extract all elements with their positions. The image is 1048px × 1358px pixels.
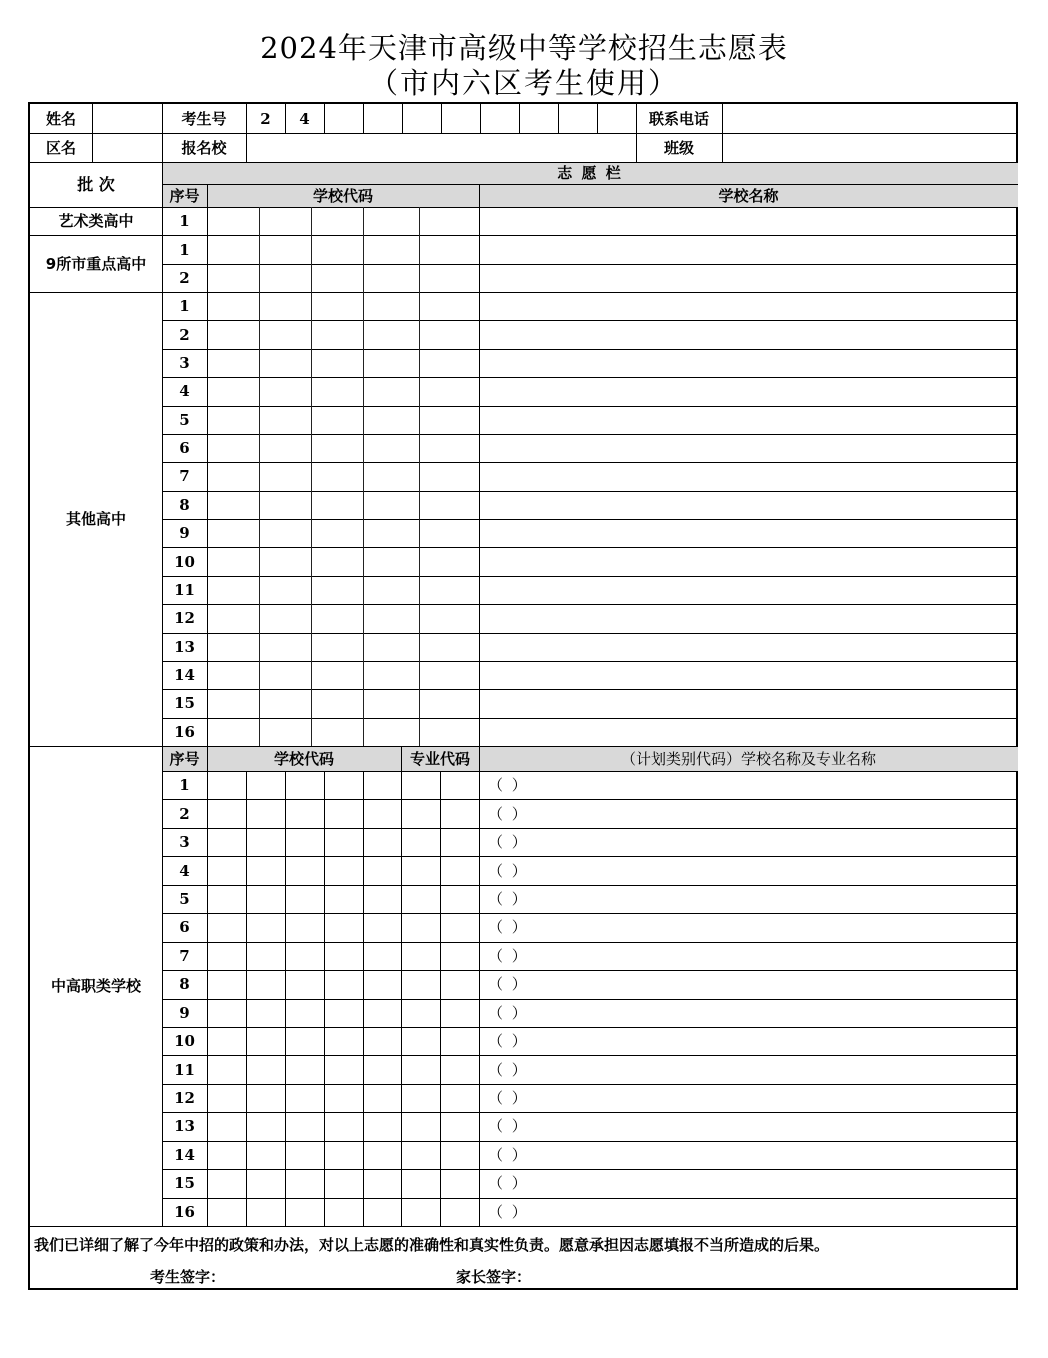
plan-category-paren[interactable]: （ ） [488, 1174, 529, 1193]
school-field[interactable] [246, 133, 636, 162]
other-seq-7: 7 [179, 467, 190, 486]
form-title: 2024年天津市高级中等学校招生志愿表 [260, 31, 788, 65]
grid-line [162, 1198, 1018, 1199]
school-name-header: 学校名称 [718, 186, 779, 205]
arts-school-name-field[interactable] [479, 207, 1018, 235]
other-seq-13: 13 [174, 637, 195, 656]
grid-line [30, 1226, 1018, 1227]
arts-seq-1: 1 [179, 212, 190, 231]
plan-category-paren[interactable]: （ ） [488, 804, 529, 823]
batch-header: 批 次 [77, 174, 115, 194]
exam-no-box[interactable] [363, 104, 402, 133]
grid-line [363, 771, 364, 1226]
voc-seq-6: 6 [179, 918, 190, 937]
grid-line [207, 207, 208, 746]
plan-category-paren[interactable]: （ ） [488, 1060, 529, 1079]
grid-line [162, 913, 1018, 914]
voc-seq-13: 13 [174, 1117, 195, 1136]
grid-line [285, 771, 286, 1226]
phone-field[interactable] [722, 104, 1018, 133]
key9-seq-1: 1 [179, 240, 190, 259]
grid-line [162, 799, 1018, 800]
other-batch-label: 其他高中 [65, 510, 126, 528]
grid-line [162, 942, 1018, 943]
exam-no-box[interactable] [480, 104, 519, 133]
arts-batch-label: 艺术类高中 [58, 212, 134, 230]
key9-seq-2: 2 [179, 268, 190, 287]
name-field[interactable] [92, 104, 162, 133]
school-label: 报名校 [181, 138, 227, 157]
plan-category-paren[interactable]: （ ） [488, 975, 529, 994]
exam-no-label: 考生号 [181, 109, 227, 128]
other-seq-8: 8 [179, 495, 190, 514]
grid-line [162, 1027, 1018, 1028]
other-seq-2: 2 [179, 325, 190, 344]
voc-name-header: （计划类别代码）学校名称及专业名称 [620, 749, 876, 768]
grid-line [440, 771, 441, 1226]
exam-no-box[interactable] [597, 104, 636, 133]
voc-seq-15: 15 [174, 1174, 195, 1193]
exam-no-digit-2[interactable]: 4 [299, 109, 310, 128]
grid-line [162, 828, 1018, 829]
other-seq-3: 3 [179, 354, 190, 372]
plan-category-paren[interactable]: （ ） [488, 1202, 529, 1221]
voc-seq-16: 16 [174, 1202, 195, 1221]
plan-category-paren[interactable]: （ ） [488, 776, 529, 795]
grid-line [479, 746, 480, 1226]
voc-school-code-header: 学校代码 [273, 749, 334, 768]
school-code-header: 学校代码 [312, 186, 373, 205]
other-seq-14: 14 [174, 666, 195, 685]
grid-line [259, 207, 260, 746]
other-school-name-field[interactable] [479, 462, 1018, 490]
voc-seq-14: 14 [174, 1145, 195, 1164]
declaration-text: 我们已详细了解了今年中招的政策和办法，对以上志愿的准确性和真实性负责。愿意承担因志愿填报不当所造成的后果。 [34, 1236, 830, 1254]
grid-line [162, 999, 1018, 1000]
grid-line [162, 1084, 1018, 1085]
grid-line [162, 771, 1018, 772]
other-school-name-field[interactable] [479, 377, 1018, 405]
plan-category-paren[interactable]: （ ） [488, 833, 529, 852]
grid-line [311, 207, 312, 746]
plan-category-paren[interactable]: （ ） [488, 889, 529, 908]
district-label: 区名 [45, 138, 76, 157]
key9-batch-label: 9所市重点高中 [45, 254, 147, 273]
exam-no-box[interactable] [324, 104, 363, 133]
plan-category-paren[interactable]: （ ） [488, 1032, 529, 1051]
other-seq-4: 4 [179, 382, 190, 401]
other-school-name-field[interactable] [479, 349, 1018, 377]
plan-category-paren[interactable]: （ ） [488, 918, 529, 937]
plan-category-paren[interactable]: （ ） [488, 1145, 529, 1164]
voc-seq-2: 2 [179, 804, 190, 823]
plan-category-paren[interactable]: （ ） [488, 861, 529, 880]
student-signature-label: 考生签字： [150, 1268, 226, 1286]
voc-seq-9: 9 [179, 1003, 190, 1022]
key9-school-name-field[interactable] [479, 264, 1018, 292]
grid-line [162, 856, 1018, 857]
other-seq-15: 15 [174, 694, 195, 713]
parent-signature-label: 家长签字： [456, 1268, 532, 1286]
other-school-name-field[interactable] [479, 547, 1018, 575]
plan-category-paren[interactable]: （ ） [488, 946, 529, 965]
other-school-name-field[interactable] [479, 406, 1018, 434]
other-school-name-field[interactable] [479, 576, 1018, 604]
exam-no-box[interactable] [558, 104, 597, 133]
voc-major-code-header: 专业代码 [409, 749, 470, 768]
voc-seq-3: 3 [179, 833, 190, 852]
grid-line [419, 207, 420, 746]
district-field[interactable] [92, 133, 162, 162]
plan-category-paren[interactable]: （ ） [488, 1117, 529, 1136]
voc-seq-10: 10 [174, 1032, 195, 1051]
voc-seq-11: 11 [174, 1060, 195, 1079]
other-seq-10: 10 [174, 552, 195, 571]
plan-category-paren[interactable]: （ ） [488, 1003, 529, 1022]
voc-seq-7: 7 [179, 946, 190, 965]
voc-seq-12: 12 [174, 1089, 195, 1108]
other-school-name-field[interactable] [479, 718, 1018, 746]
key9-school-name-field[interactable] [479, 235, 1018, 263]
other-school-name-field[interactable] [479, 661, 1018, 689]
voc-seq-4: 4 [179, 861, 190, 880]
voc-seq-8: 8 [179, 975, 190, 994]
seq-header: 序号 [169, 186, 200, 205]
grid-line [401, 746, 402, 1226]
plan-category-paren[interactable]: （ ） [488, 1089, 529, 1108]
vocational-batch-label: 中高职类学校 [50, 977, 141, 995]
other-seq-5: 5 [179, 410, 190, 429]
volunteer-header: 志 愿 栏 [557, 164, 623, 182]
exam-no-box[interactable] [402, 104, 441, 133]
phone-label: 联系电话 [648, 109, 709, 128]
grid-line [246, 771, 247, 1226]
application-form [28, 102, 1018, 1290]
other-seq-1: 1 [179, 297, 190, 316]
voc-seq-1: 1 [179, 776, 190, 795]
exam-no-box[interactable] [441, 104, 480, 133]
grid-line [162, 1055, 1018, 1056]
grid-line [162, 1141, 1018, 1142]
grid-line [162, 885, 1018, 886]
class-field[interactable] [722, 133, 1018, 162]
other-seq-16: 16 [174, 722, 195, 741]
grid-line [324, 771, 325, 1226]
other-school-name-field[interactable] [479, 491, 1018, 519]
grid-line [162, 1112, 1018, 1113]
grid-line [207, 746, 208, 1226]
other-seq-9: 9 [179, 524, 190, 543]
name-label: 姓名 [45, 109, 76, 128]
exam-no-digit-1[interactable]: 2 [260, 109, 271, 128]
other-seq-11: 11 [174, 580, 195, 599]
other-school-name-field[interactable] [479, 320, 1018, 348]
voc-seq-5: 5 [179, 889, 190, 908]
other-school-name-field[interactable] [479, 292, 1018, 320]
other-seq-12: 12 [174, 609, 195, 628]
class-label: 班级 [663, 138, 694, 157]
other-school-name-field[interactable] [479, 434, 1018, 462]
grid-line [162, 970, 1018, 971]
form-subtitle: （市内六区考生使用） [368, 66, 679, 100]
exam-no-box[interactable] [519, 104, 558, 133]
other-school-name-field[interactable] [479, 633, 1018, 661]
grid-line [162, 1169, 1018, 1170]
grid-line [363, 207, 364, 746]
other-seq-6: 6 [179, 439, 190, 458]
other-school-name-field[interactable] [479, 519, 1018, 547]
other-school-name-field[interactable] [479, 689, 1018, 717]
voc-seq-header: 序号 [169, 749, 200, 768]
other-school-name-field[interactable] [479, 604, 1018, 632]
